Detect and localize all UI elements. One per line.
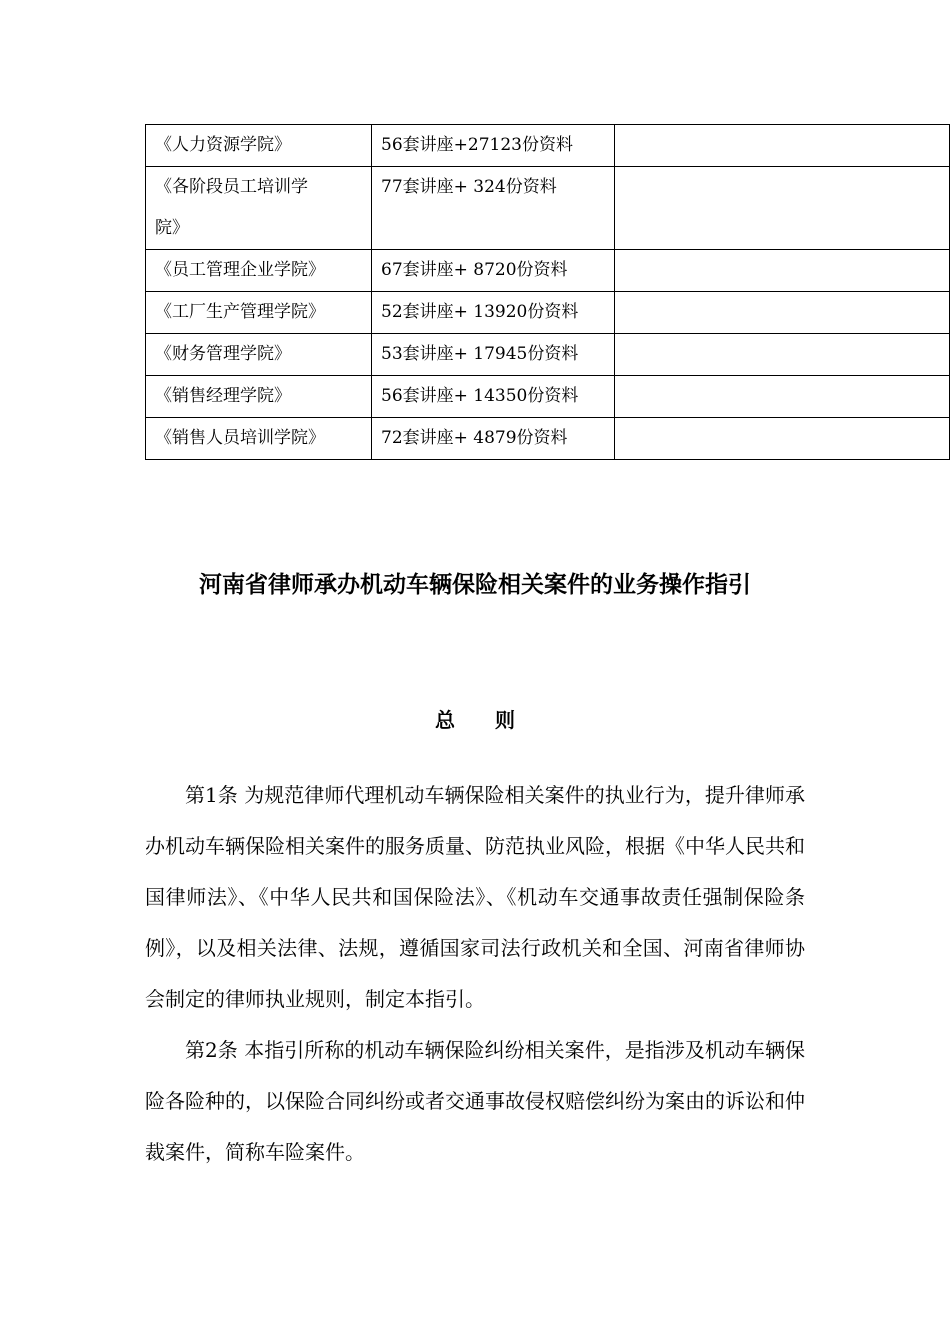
table-row [146, 334, 950, 376]
table-row [146, 250, 950, 292]
article-paragraph: 第1条 为规范律师代理机动车辆保险相关案件的执业行为，提升律师承办机动车辆保险相关案件的服务质量、防范执业风险，根据《中华人民共和国律师法》、《中华人民共和国保险法》、《机动车交通事故责任强制保险条例》，以及相关法律、法规，遵循国家司法行政机关和全国、河南省律师协会制定的律师执业规则，制定本指引。 [145, 783, 805, 1011]
academy-name-cell: 《人力资源学院》 [146, 125, 372, 167]
academy-resources-cell: 52套讲座+ 13920份资料 [372, 292, 615, 334]
academy-name-cell: 《销售经理学院》 [146, 376, 372, 418]
section-heading: 总 则 [435, 708, 515, 732]
document-body [145, 770, 805, 1178]
table-row [146, 418, 950, 460]
empty-cell [615, 292, 950, 334]
empty-cell [615, 334, 950, 376]
academy-resources-cell: 72套讲座+ 4879份资料 [372, 418, 615, 460]
academy-resources-cell: 77套讲座+ 324份资料 [372, 167, 615, 250]
academy-resources-cell: 53套讲座+ 17945份资料 [372, 334, 615, 376]
empty-cell [615, 418, 950, 460]
academy-name-cell: 《工厂生产管理学院》 [146, 292, 372, 334]
resource-table [145, 124, 950, 460]
document-title: 河南省律师承办机动车辆保险相关案件的业务操作指引 [199, 572, 751, 598]
empty-cell [615, 376, 950, 418]
academy-resources-cell: 56套讲座+ 14350份资料 [372, 376, 615, 418]
table-row [146, 292, 950, 334]
empty-cell [615, 167, 950, 250]
academy-name-cell: 《销售人员培训学院》 [146, 418, 372, 460]
article-paragraph: 第2条 本指引所称的机动车辆保险纠纷相关案件，是指涉及机动车辆保险各险种的，以保险合同纠纷或者交通事故侵权赔偿纠纷为案由的诉讼和仲裁案件，简称车险案件。 [145, 1038, 805, 1164]
table-row [146, 167, 950, 250]
table-row [146, 376, 950, 418]
academy-resources-cell: 56套讲座+27123份资料 [372, 125, 615, 167]
academy-name-cell: 《员工管理企业学院》 [146, 250, 372, 292]
table-row [146, 125, 950, 167]
academy-name-cell: 《各阶段员工培训学院》 [146, 167, 372, 250]
empty-cell [615, 125, 950, 167]
empty-cell [615, 250, 950, 292]
academy-resources-cell: 67套讲座+ 8720份资料 [372, 250, 615, 292]
academy-name-cell: 《财务管理学院》 [146, 334, 372, 376]
